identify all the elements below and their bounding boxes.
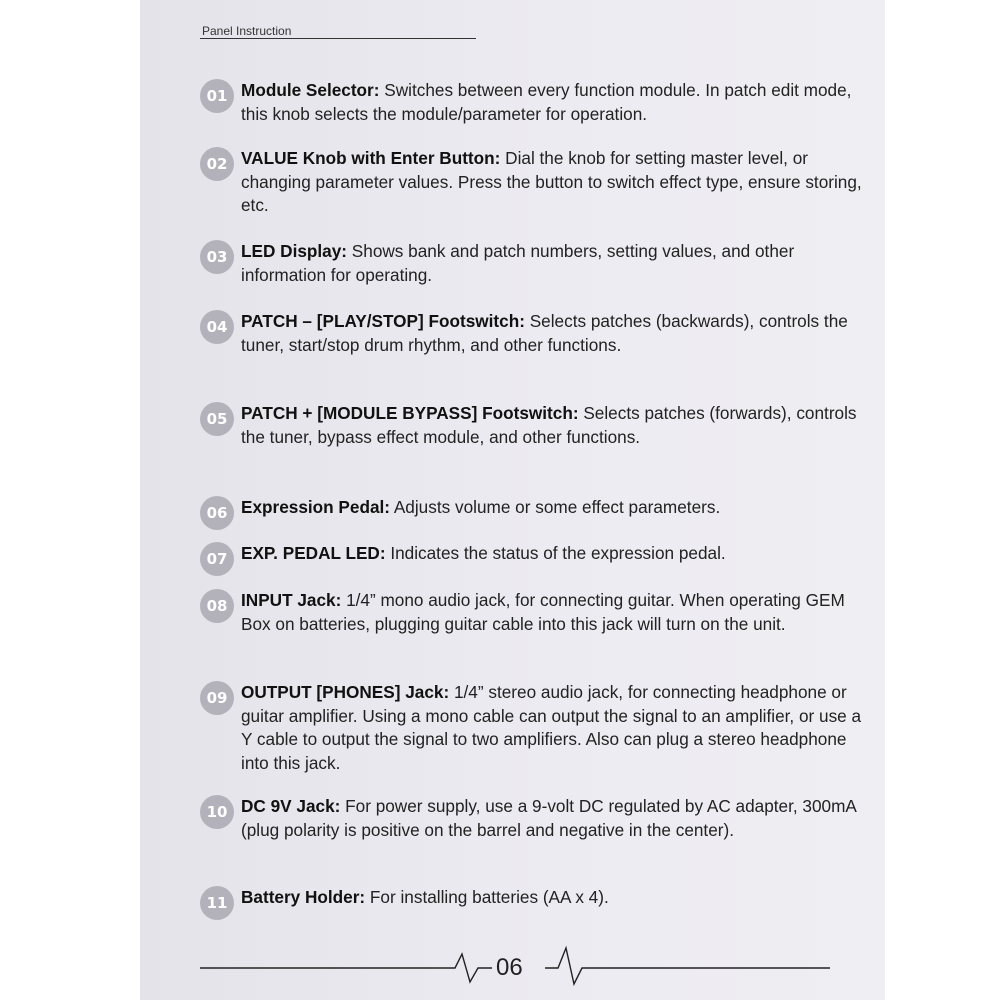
item-number-badge: 10	[200, 795, 234, 829]
item-number-badge: 05	[200, 402, 234, 436]
item-exp-pedal-led	[200, 542, 865, 566]
item-text	[241, 496, 865, 520]
item-input-jack	[200, 589, 865, 636]
item-module-selector	[200, 79, 865, 126]
item-battery-holder	[200, 886, 865, 910]
item-number-badge: 07	[200, 542, 234, 576]
item-text	[241, 240, 865, 287]
item-text	[241, 795, 865, 842]
item-number-badge: 08	[200, 589, 234, 623]
item-text	[241, 310, 865, 357]
item-text	[241, 542, 865, 566]
item-description: Selects patches (backwards), controls the tuner, start/stop drum rhythm, and other functions.	[241, 311, 848, 355]
item-description: Adjusts volume or some effect parameters.	[390, 497, 721, 517]
item-term: Battery Holder:	[241, 887, 366, 907]
item-term: Module Selector:	[241, 80, 380, 100]
item-text	[241, 886, 865, 910]
item-number-badge: 09	[200, 681, 234, 715]
item-number-badge: 02	[200, 147, 234, 181]
item-dc-jack	[200, 795, 865, 842]
page-footer	[200, 930, 840, 990]
item-description: For installing batteries (AA x 4).	[365, 887, 609, 907]
item-term: Expression Pedal:	[241, 497, 391, 517]
item-description: Indicates the status of the expression pedal.	[385, 543, 726, 563]
item-number-badge: 06	[200, 496, 234, 530]
page-number: 06	[496, 954, 523, 981]
item-text	[241, 402, 865, 449]
item-term: INPUT Jack:	[241, 590, 342, 610]
item-output-jack	[200, 681, 865, 775]
item-description: 1/4” stereo audio jack, for connecting headphone or guitar amplifier. Using a mono cable can output the signal to an amplifier, or use a Y cable to output the signal to two amplifiers. Also can plug a stereo headphone into this jack.	[241, 682, 862, 773]
item-text	[241, 79, 865, 126]
item-term: DC 9V Jack:	[241, 796, 341, 816]
header-rule	[200, 38, 476, 39]
item-text	[241, 147, 865, 218]
item-number-badge: 01	[200, 79, 234, 113]
item-term: VALUE Knob with Enter Button:	[241, 148, 501, 168]
item-led-display	[200, 240, 865, 287]
item-expression-pedal	[200, 496, 865, 520]
item-description: Selects patches (forwards), controls the tuner, bypass effect module, and other functions.	[241, 403, 857, 447]
page-header: Panel Instruction	[202, 24, 292, 38]
item-patch-minus-footswitch	[200, 310, 865, 357]
item-value-knob	[200, 147, 865, 218]
item-text	[241, 681, 865, 775]
item-number-badge: 11	[200, 886, 234, 920]
item-patch-plus-footswitch	[200, 402, 865, 449]
item-description: Switches between every function module. In patch edit mode, this knob selects the module/parameter for operation.	[241, 80, 852, 124]
item-number-badge: 04	[200, 310, 234, 344]
item-description: Dial the knob for setting master level, or changing parameter values. Press the button to switch effect type, ensure storing, etc.	[241, 148, 862, 215]
item-description: For power supply, use a 9-volt DC regulated by AC adapter, 300mA (plug polarity is positive on the barrel and negative in the center).	[241, 796, 856, 840]
item-term: LED Display:	[241, 241, 348, 261]
item-term: PATCH + [MODULE BYPASS] Footswitch:	[241, 403, 579, 423]
item-description: Shows bank and patch numbers, setting values, and other information for operating.	[241, 241, 795, 285]
item-description: 1/4” mono audio jack, for connecting guitar. When operating GEM Box on batteries, plugging guitar cable into this jack will turn on the unit.	[241, 590, 845, 634]
item-number-badge: 03	[200, 240, 234, 274]
item-term: PATCH – [PLAY/STOP] Footswitch:	[241, 311, 525, 331]
item-term: EXP. PEDAL LED:	[241, 543, 386, 563]
item-text	[241, 589, 865, 636]
item-term: OUTPUT [PHONES] Jack:	[241, 682, 450, 702]
